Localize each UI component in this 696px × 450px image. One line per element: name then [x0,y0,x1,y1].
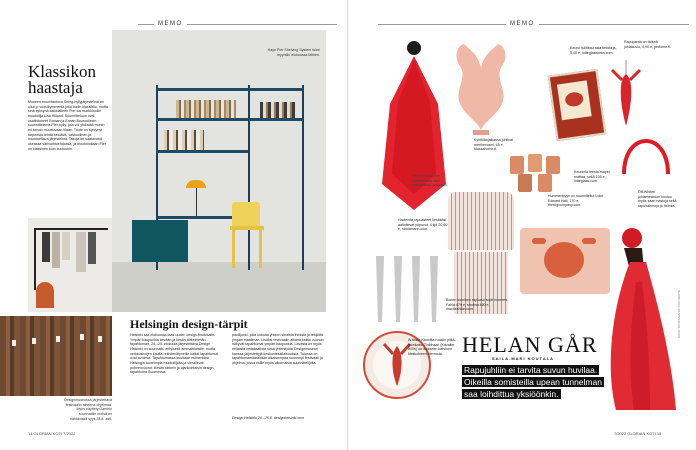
red-headband-image [618,120,674,180]
kaftan-caption: Boden suloinen rapuasu sopii moneen. Fahla 479 e, sholma 460 e, macheshion.com. [446,298,509,312]
photo-credit: KUVA: STOCKMANN / OFF-WHITE [677,290,681,338]
page-title: Klassikon haastaja [28,62,96,97]
earring-caption: Rapupanta on tärkeä juhlakuvio, 4,90 e, perfume.fi. [624,40,671,49]
right-page [348,0,696,450]
feature-lead: Rapujuhliin ei tarvita suvun huvilaa. Oikeilla somisteilla upean tunnelman saa loihdittua yksiöönkin. [464,365,602,399]
article-body: Moneen muuntautuva String-hyllyjärjestelmä on ollut jo vuosikymmeniä joka kodin klassikko, mutta sinä syksynä kaikkialleen Pier sai markkinoille muotoilija Lisa Hilland. Suunnitteluun ovat osallistuneet Roman ja Erwan Bouroullecin suunnittelema Pier-hylly, jota voi yhdistää monin eri tavoin muuttuvaan tilaan. Tuote on syntynyt tarpeesta tehdä kestävä, vastuullinen ja muunneltava järjestelmä. Tasoja on saatavana useassa värivaihtoehdossa, ja muotoilultaan Pier on klassinen kuin kuuluukin. [28,100,108,151]
section-label: MEMO [138,21,337,27]
cups-caption: Keuninla teesta mapei mattaa, sekä 105 e, lotteglass.com. [574,170,610,184]
feature-byline: SAILA-MARI KOUTALA [492,356,554,361]
helsinki-title: Helsingin design-tärpit [130,317,248,331]
knives-image [370,252,442,324]
section-label: MEMO [378,21,689,27]
helsinki-footer: Design Helsinki 24.–25.8. designhelsinki.com [232,416,305,420]
seahorse-candleholder-image [446,38,516,136]
helsinki-column-2: pavilijonki, joka kokoaa yhteen sinaista ihmistä ja tekijöitä ympäri maailman. Lisäksi festivaalin aikana kaikki vuoroin näkyvät tapahtumat ympäri kaupunkia. Lavasta on myös erillaista installaatiota sekä yhteistyötä Designmuseon kanssa järjestettyjä keskustelutilaisuuksia. Tulossa on tapahtumamäärältään aikaisempaa suurempi festivaali ja ohjelma, jossa esille myös ulkomaisia suunnittelijoita. [232,333,324,366]
shelf-photo [112,30,326,312]
pajamas-caption: Hacienda rapuasteet kesäkäsi aaltoilevat yöpuvut, 4 kpl 20,60 e, stockmann.com. [398,218,448,232]
matchbox-image [548,69,607,141]
feature-title: HELAN GÅR [462,332,598,357]
lobster-pillow-image [520,228,610,294]
shelf-caption: Hayn Pier Shelving System tulee myyntiin elokuussa lähtien. [267,48,320,57]
matchbox-caption: Keuno tulitikkurasia tietokirja, 5,40 e, lotteglasworks.com. [570,46,617,55]
copper-cups-image [510,150,562,192]
pillow-caption: Hummeripyyn on suunnitellut Luke Edward Hall, 170 e, therugcompany.com. [548,194,604,208]
dress-caption: Tässä Off-Whiten kokoelmasta näet rapuaiheisia kuosiaan. [412,174,448,188]
helsinki-column-1: Helsinki saa elokuussa taas uuden design-festivaalin. Ympäri kaupunkia kevään ja kesän tärkeimmän tapahtuman, 24.–25. elokuuta järjestettävä Design Helsinki on suunnattu erityisesti ammattilaisille, mutta verkkosivujen kautta rekisteröityneille kaikki tapahtumat ovat avoimia. Tapahtumassa kuultaan esimerkiksi Helsingin tuoreimpia muotoilijoita ja vierailevat puheenvuorot. Kesän tärkein ja ajankohtaisin design-tapahtuma Suomessa. [130,333,219,375]
exhibition-photo [0,316,112,396]
exhibition-caption: Designmuseossa järjestettävä festivaalin aiheena ohjelmaa. Myös näyttely Gambio suunnattiin metsä on nähtävissä syys 28.8. asti. [64,398,112,421]
plate-caption: Arabian Kauniita ruokiin pitkä-juurikasvi Tinkihaari (Kavalier 800s) on luokseen karvinen kiekkoineen kierrosta. [408,338,456,357]
candleholder-caption: Kynttilänjalkassa juhlivat merihevoset, 45 e, blossahome.fi. [474,138,513,152]
page-folio: 7/2022 GLORIAN KOTI 15 [614,431,662,436]
model-caption: Off-Whiten juhlamekkoon kuuluu myös saan nastoja sekä rapuhahmoja ja helmia. [638,190,677,209]
page-folio: 14 GLORIAN KOTI 7/2022 [28,431,76,436]
wardrobe-photo [28,218,112,312]
model-red-gown-image [606,222,678,412]
